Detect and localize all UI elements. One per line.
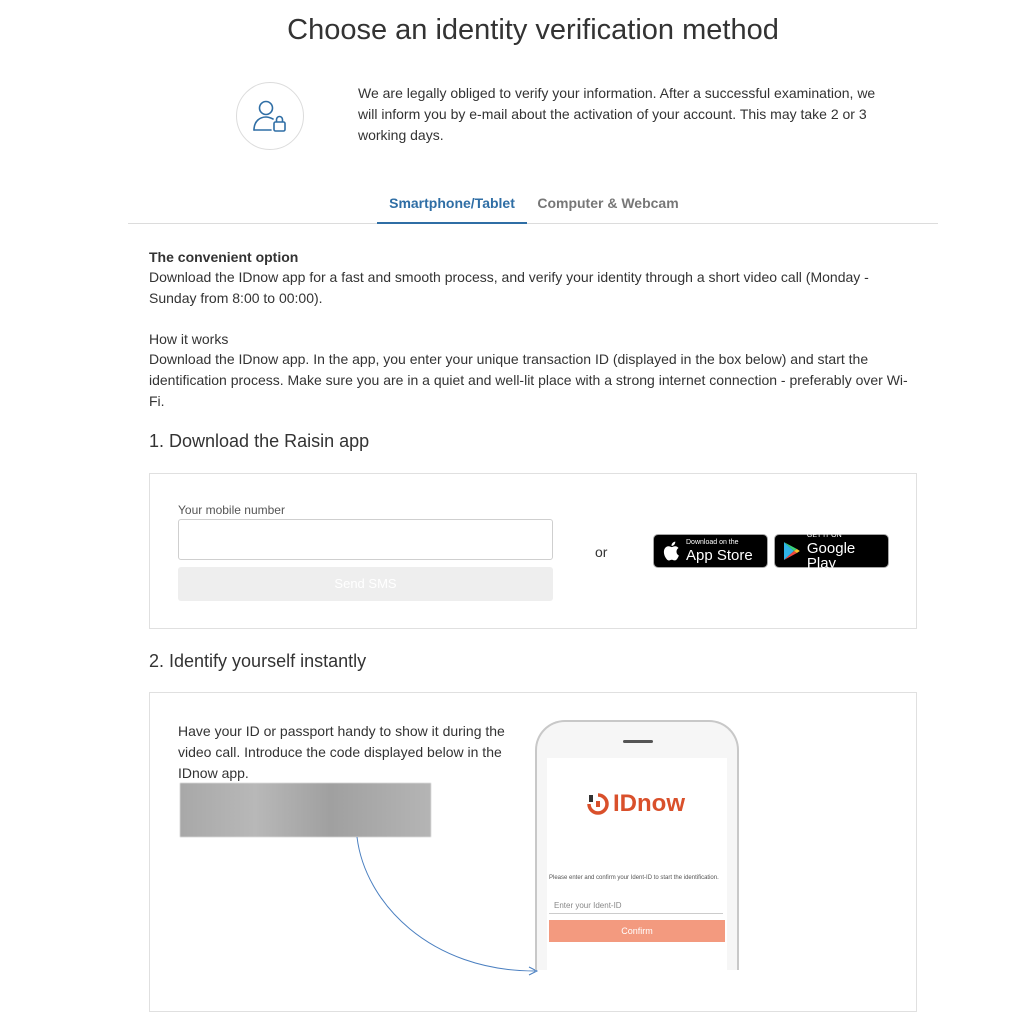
tab-computer-webcam[interactable]: Computer & Webcam (537, 195, 679, 211)
phone-mockup (535, 720, 739, 970)
google-play-small-text: GET IT ON (806, 531, 842, 539)
app-store-small-text: Download on the (686, 539, 739, 546)
option-title: The convenient option (149, 249, 299, 265)
idnow-logo-icon (587, 793, 609, 815)
google-play-icon (783, 541, 801, 561)
intro-text: We are legally obliged to verify your information. After a successful examination, we will inform you by e-mail about the activation of your account. This may take 2 or 3 working days. (358, 85, 876, 143)
phone-speaker (623, 740, 653, 743)
verification-tabs (128, 188, 938, 224)
idnow-logo-text: IDnow (613, 790, 685, 817)
step2-heading: 2. Identify yourself instantly (149, 651, 367, 671)
identify-card (149, 692, 917, 1012)
phone-confirm-button: Confirm (549, 920, 725, 942)
user-lock-icon (236, 82, 304, 150)
mobile-number-label: Your mobile number (178, 503, 285, 517)
ident-id-input: Enter your Ident-ID (549, 898, 723, 914)
mobile-number-input[interactable] (178, 519, 553, 560)
how-it-works-title: How it works (149, 331, 229, 347)
google-play-large-text: Google Play (806, 539, 856, 572)
or-separator: or (595, 544, 608, 560)
apple-icon (662, 541, 680, 561)
phone-screen (547, 758, 727, 970)
google-play-badge[interactable] (774, 531, 889, 572)
app-store-badge[interactable] (653, 534, 768, 568)
identify-instructions: Have your ID or passport handy to show it during the video call. Introduce the code displayed below in the IDnow app. (178, 723, 505, 781)
phone-instruction-text: Please enter and confirm your Ident-ID to start the identification. (549, 875, 719, 881)
arrow-connector (150, 693, 918, 1013)
download-app-card (149, 473, 917, 629)
how-it-works-description: Download the IDnow app. In the app, you enter your unique transaction ID (displayed in the box below) and start the identification process. Make sure you are in a quiet and well-lit place with a strong internet connection - preferably over Wi-Fi. (149, 351, 908, 409)
send-sms-button[interactable]: Send SMS (178, 567, 553, 601)
tab-smartphone-tablet[interactable]: Smartphone/Tablet (377, 188, 527, 224)
idnow-logo (587, 790, 685, 818)
option-description: Download the IDnow app for a fast and smooth process, and verify your identity through a short video call (Monday - Sunday from 8:00 to 00:00). (149, 269, 869, 306)
page-title: Choose an identity verification method (287, 14, 779, 46)
app-store-large-text: App Store (686, 547, 753, 564)
step1-heading: 1. Download the Raisin app (149, 431, 370, 451)
